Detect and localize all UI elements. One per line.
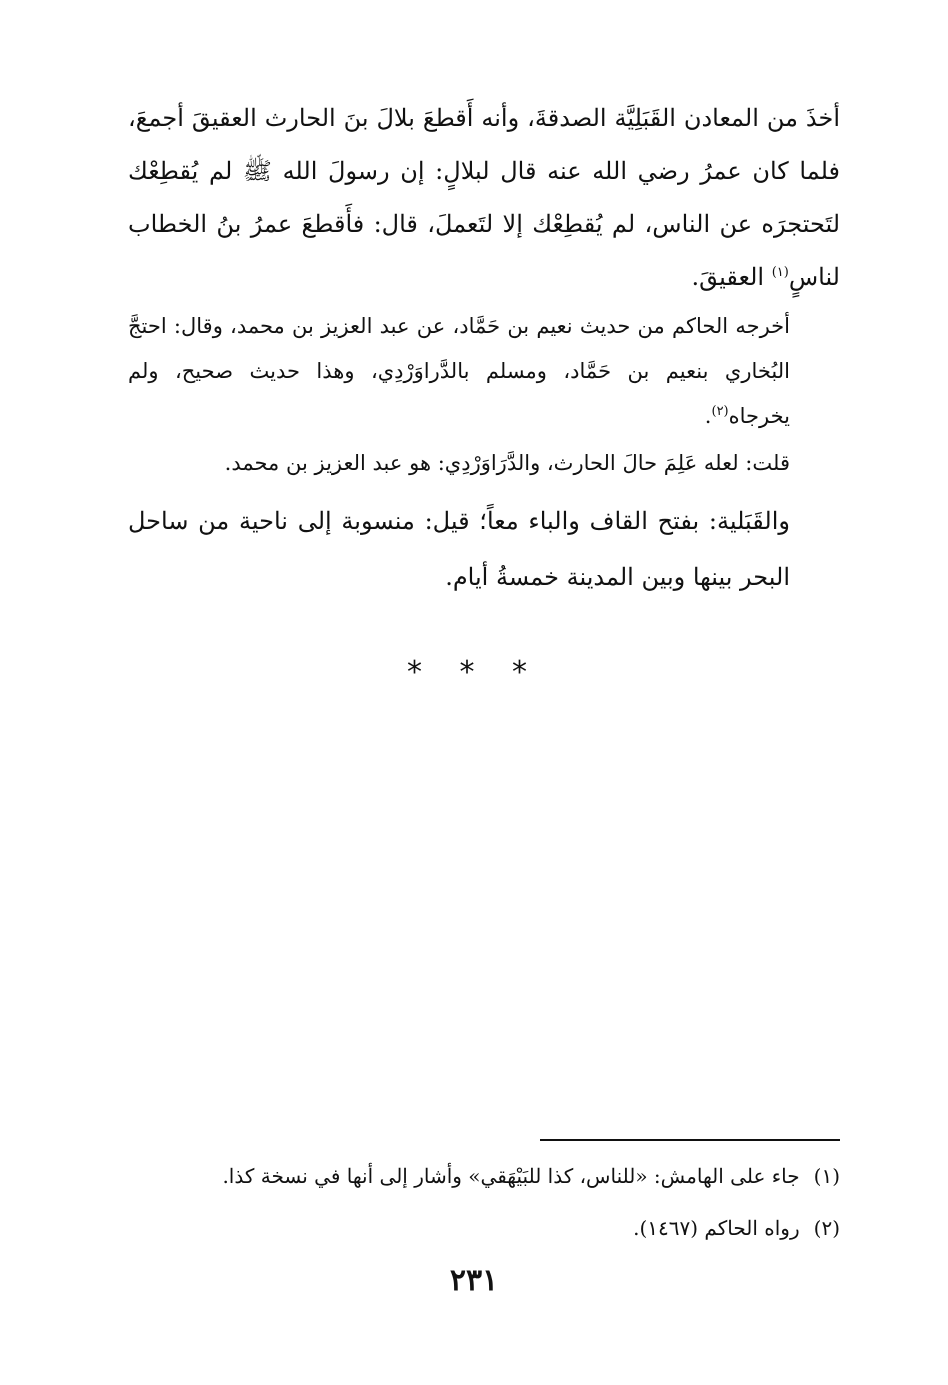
footnote-divider <box>540 1139 840 1141</box>
section-separator: * * * <box>406 655 542 690</box>
footnote-1-number: (١) <box>813 1164 840 1188</box>
lead-paragraph-end: العقيقَ. <box>691 263 772 291</box>
footnote-2-text: رواه الحاكم (١٤٦٧). <box>633 1216 800 1240</box>
definition-paragraph: والقَبَلية: بفتح القاف والباء معاً؛ قيل: منسوبة إلى ناحية من ساحل البحر بينها وبين المدينة خمسةُ أيام. <box>128 507 790 591</box>
hadith-source-end: . <box>704 404 712 428</box>
footnotes <box>128 1150 840 1254</box>
footnote-1 <box>128 1150 840 1202</box>
footnote-marker-1: (١) <box>771 265 789 280</box>
author-note-paragraph: قلت: لعله عَلِمَ حالَ الحارث، والدَّرَاوَرْدِي: هو عبد العزيز بن محمد. <box>224 451 790 475</box>
footnote-marker-2: (٢) <box>711 404 729 419</box>
page-number: ٢٣١ <box>449 1263 499 1298</box>
footnote-2-number: (٢) <box>813 1216 840 1240</box>
footnote-1-text: جاء على الهامش: «للناس، كذا للبَيْهَقي» وأشار إلى أنها في نسخة كذا. <box>222 1164 800 1188</box>
hadith-source-paragraph <box>128 304 840 439</box>
lead-paragraph <box>128 92 840 304</box>
footnote-2 <box>128 1202 840 1254</box>
hadith-source-text: أخرجه الحاكم من حديث نعيم بن حَمَّاد، عن عبد العزيز بن محمد، وقال: احتجَّ البُخاري بنعيم بن حَمَّاد، ومسلم بالدَّراوَرْدِي، وهذا حديث صحيح، ولم يخرجاه <box>128 314 790 428</box>
main-text <box>128 92 840 605</box>
lead-paragraph-text: أخذَ من المعادن القَبَلِيَّة الصدقةَ، وأنه أَقطعَ بلالَ بنَ الحارث العقيقَ أجمعَ، فلما كان عمرُ رضي الله عنه قال لبلالٍ: إن رسولَ الله ﷺ لم يُقطِعْك لتَحتجرَه عن الناس، لم يُقطِعْك إلا لتَعملَ، قال: فأَقطعَ عمرُ بنُ الخطاب لناسٍ <box>128 104 841 291</box>
